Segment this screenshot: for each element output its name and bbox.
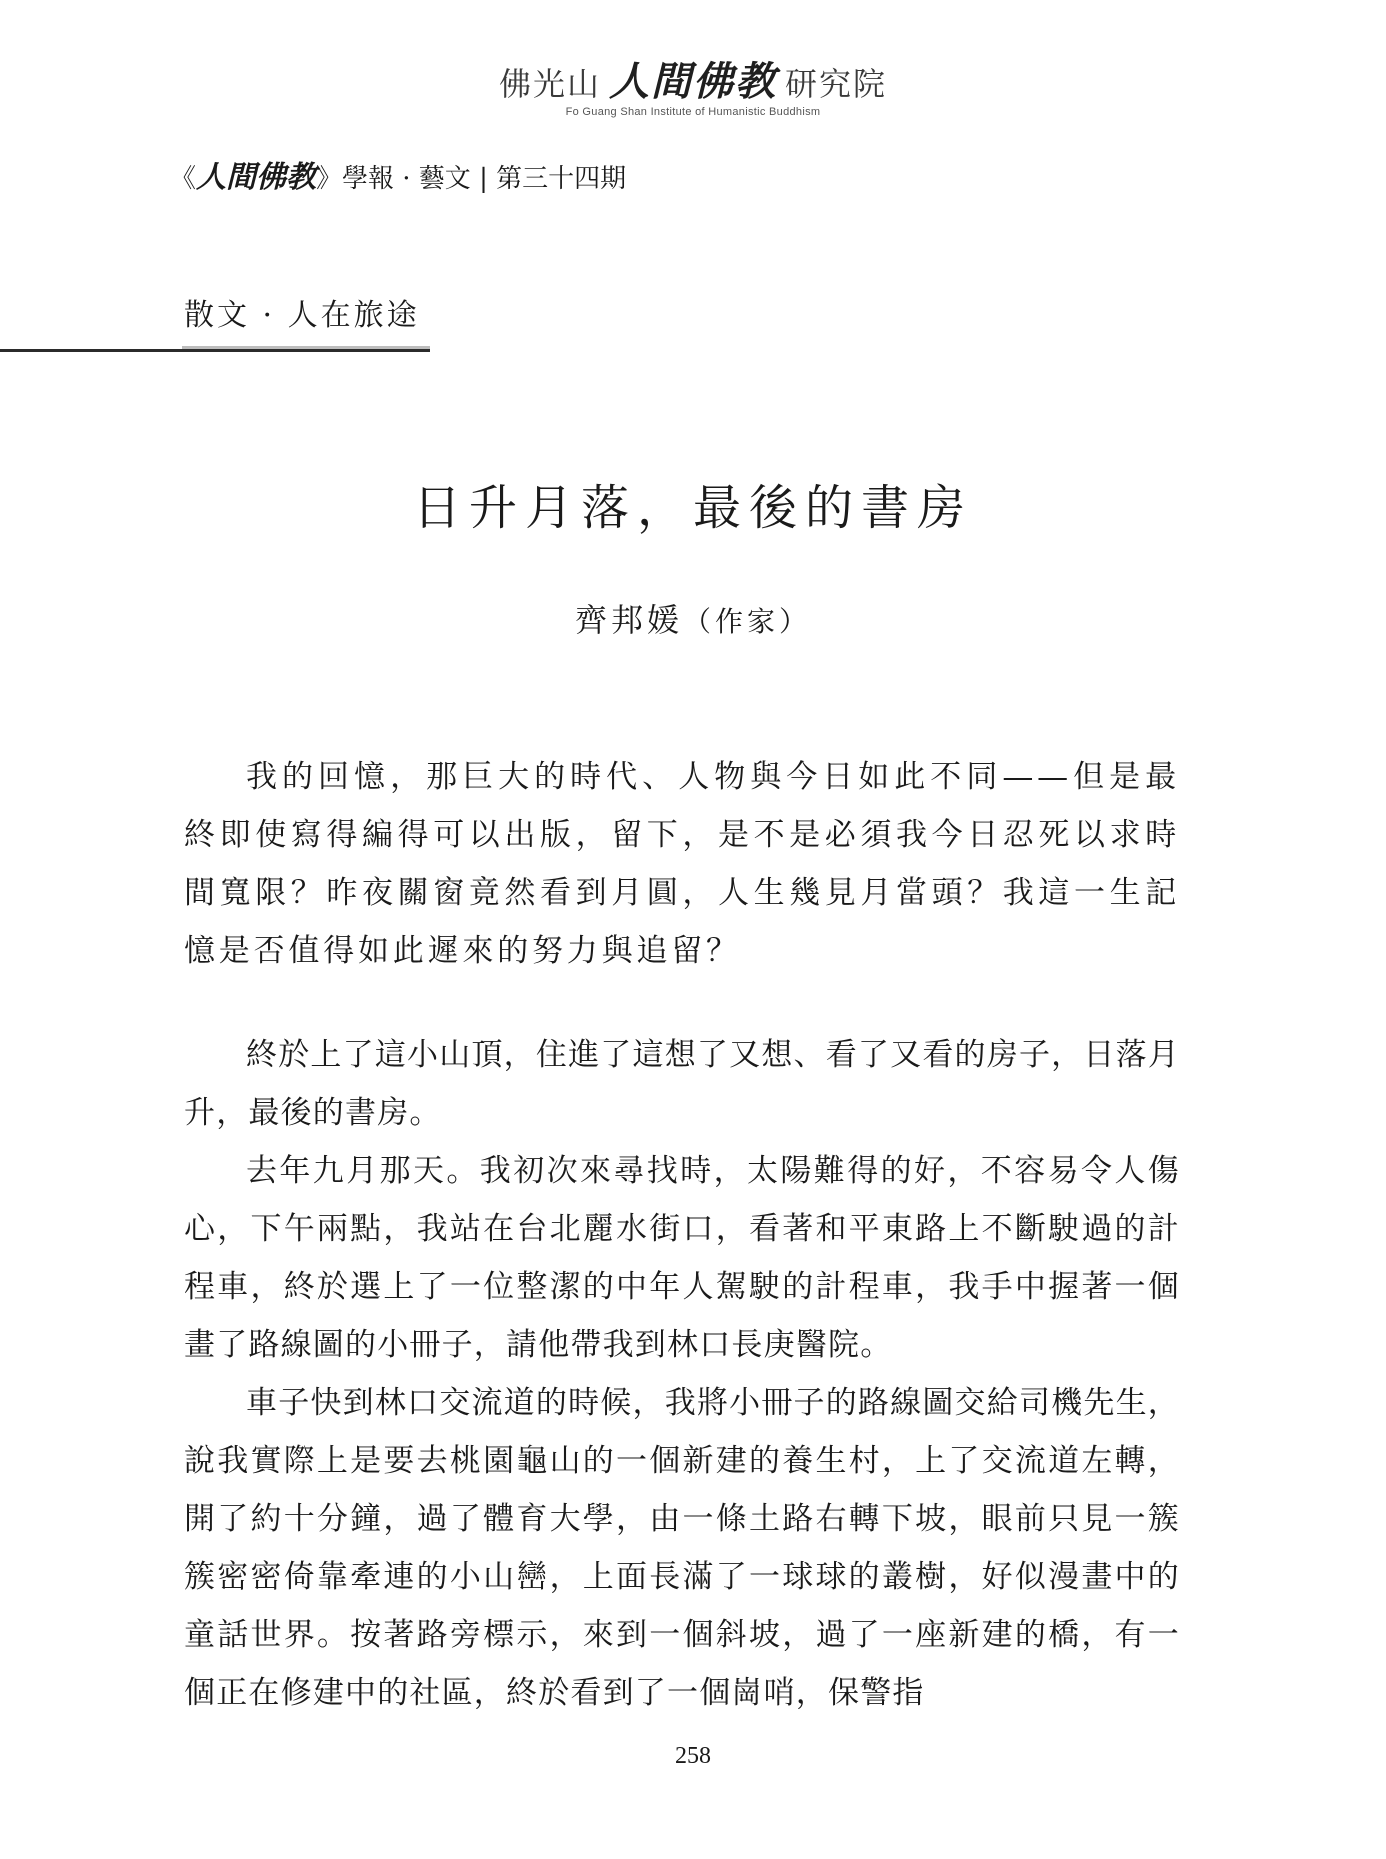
institute-suffix: 研究院 [785, 65, 888, 103]
author-role: （作家） [683, 605, 812, 638]
body-paragraph: 終於上了這小山頂，住進了這想了又想、看了又看的房子，日落月升，最後的書房。 [184, 1037, 1180, 1131]
institute-prefix: 佛光山 [498, 65, 601, 103]
institute-header [0, 58, 1386, 118]
intro-paragraph: 我的回憶，那巨大的時代、人物與今日如此不同——但是最終即使寫得編得可以出版，留下，是不是必須我今日忍死以求時間寬限？昨夜關窗竟然看到月圓，人生幾見月當頭？我這一生記憶是否值得如此遲來的努力與追留？ [184, 759, 1180, 969]
body-paragraph: 車子快到林口交流道的時候，我將小冊子的路線圖交給司機先生，說我實際上是要去桃園龜山的一個新建的養生村，上了交流道左轉，開了約十分鐘，過了體育大學，由一條土路右轉下坡，眼前只見一簇簇密密倚靠牽連的小山巒，上面長滿了一球球的叢樹，好似漫畫中的童話世界。按著路旁標示，來到一個斜坡，過了一座新建的橋，有一個正在修建中的社區，終於看到了一個崗哨，保警指 [184, 1385, 1180, 1711]
institute-calligraphy-logo: 人間佛教 [609, 58, 777, 105]
institute-name [0, 58, 1386, 105]
section-label: 散文 · 人在旅途 [184, 298, 420, 333]
page-number: 258 [675, 1743, 711, 1769]
journal-issue-info: 》學報 · 藝文 | 第三十四期 [316, 164, 627, 194]
journal-brand: 人間佛教 [196, 160, 317, 195]
journal-running-header [170, 160, 626, 197]
intro-epigraph [184, 748, 1180, 980]
author-name: 齊邦媛 [574, 601, 683, 639]
institute-english-name: Fo Guang Shan Institute of Humanistic Buddhism [565, 106, 821, 118]
article-body [184, 1026, 1180, 1722]
journal-open-bracket: 《 [170, 164, 197, 194]
section-divider [0, 349, 430, 352]
body-paragraph: 去年九月那天。我初次來尋找時，太陽難得的好，不容易令人傷心，下午兩點，我站在台北麗水街口，看著和平東路上不斷駛過的計程車，終於選上了一位整潔的中年人駕駛的計程車，我手中握著一個畫了路線圖的小冊子，請他帶我到林口長庚醫院。 [184, 1153, 1180, 1363]
article-title: 日升月落，最後的書房 [412, 480, 973, 536]
author-line [0, 598, 1386, 644]
